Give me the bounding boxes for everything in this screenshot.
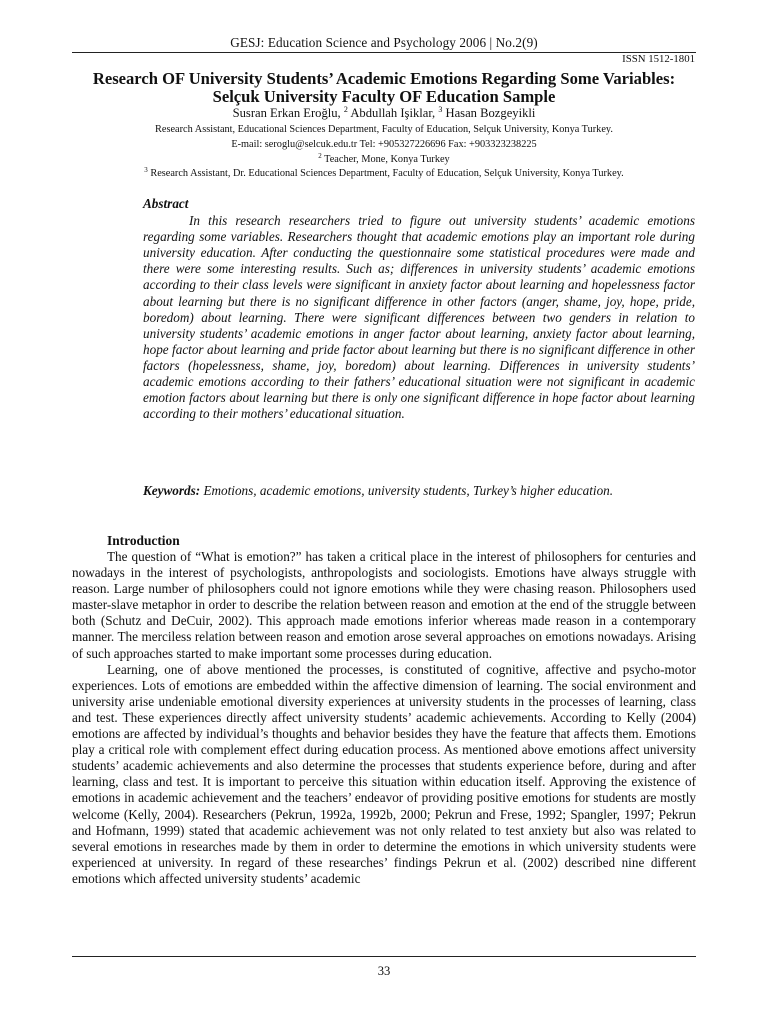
author-2: Abdullah Işiklar, [350,106,436,120]
author-2-marker: 2 [343,105,348,114]
introduction-body [72,549,696,887]
header-rule [72,52,696,53]
author-line [0,105,768,121]
paper-title: Research OF University Students’ Academic Emotions Regarding Some Variables: Selçuk University Faculty OF Education Sample [92,69,676,106]
paragraph: The question of “What is emotion?” has taken a critical place in the interest of philosophers for centuries and nowadays in the interest of psychologists, anthropologists and sociologists. Emotions have always struggle with reason. Large number of philosophers could not ignore emotions while they were chasing reason. Philosophers used master-slave metaphor in order to describe the relation between reason and emotion at the end of the struggle between both (Schutz and DeCuir, 2002). This approach made emotions inferior whereas made reason in a contemporary manner. The merciless relation between reason and emotion arose several approaches on emotions nowadays. Arising of such approaches started to make important some processes during education. [72,549,696,661]
affiliation-2 [0,152,768,165]
paragraph: Learning, one of above mentioned the processes, is constituted of cognitive, affective and psycho-motor experiences. Lots of emotions are embedded within the affective dimension of learning. The social environment and university arise undeniable emotional diversity experiences at university students in the processes of learning, class and test. These experiences directly affect university students’ academic achievements. According to Kelly (2004) emotions are affected by individual’s thoughts and behavior besides they have the feature that affects them. Emotions play a critical role with complement effect during education process. As mentioned above emotions affect university students’ academic achievements and also determine the processes that students experience before, during and after learning, class and test. It is important to perceive this situation within education itself. Approving the existence of emotions in academic achievement and the teachers’ endeavor of providing positive emotions for students are mostly welcome (Kelly, 2004). Researchers (Pekrun, 1992a, 1992b, 2000; Pekrun and Frese, 1992; Spangler, 1997; Pekrun and Hofmann, 1999) stated that academic achievement was not only related to test anxiety but also was related to several emotions in researches made by them in order to determine the emotions in which university students were experienced at university. In regard of these researches’ findings Pekrun et al. (2002) described nine different emotions which affected university students’ academic [72,661,696,886]
keywords-section [143,483,695,500]
footer-rule [72,956,696,957]
author-3: Hasan Bozgeyikli [445,106,536,120]
affiliation-1: Research Assistant, Educational Sciences Department, Faculty of Education, Selçuk University, Konya Turkey. [155,124,613,135]
affiliation-3 [0,166,768,179]
page-number: 33 [377,964,391,978]
keywords-text: Emotions, academic emotions, university students, Turkey’s higher education. [203,483,614,498]
abstract-text: In this research researchers tried to figure out university students’ academic emotions regarding some variables. Researchers thought that academic emotions play an important role during university education. After conducting the questionnaire some statistical procedures were made and there were some interesting results. Such as; differences in university students’ academic emotions according to their class levels were significant in anxiety factor about learning and hopelessness factor about learning but there is no significant difference in other factors (anger, shame, joy, hope, pride, boredom) about learning. There were significant differences between two genders in relation to university students’ academic emotions in anger factor about learning, anxiety factor about learning, hope factor about learning and pride factor about learning but there is no significant difference in other factors (hopelessness, shame, joy, boredom) about learning. Differences in university students’ academic emotions according to their fathers’ educational situation were not significant in academic emotion factors about learning but there is only one significant difference in hope factor about learning according to their mothers’ educational situation. [143,213,695,422]
contact-line: E-mail: seroglu@selcuk.edu.tr Tel: +905327226696 Fax: +903323238225 [231,139,537,150]
affiliation-2-marker: 2 [318,152,322,160]
issn-label: ISSN 1512-1801 [622,53,695,65]
affiliation-3-marker: 3 [144,166,148,174]
abstract-heading: Abstract [143,196,189,211]
running-head: GESJ: Education Science and Psychology 2006 | No.2(9) [230,35,538,50]
author-1: Susran Erkan Eroğlu, [232,106,341,120]
affiliation-2-text: Teacher, Mone, Konya Turkey [324,154,450,165]
author-3-marker: 3 [438,105,443,114]
abstract-section [143,196,695,422]
affiliation-3-text: Research Assistant, Dr. Educational Sciences Department, Faculty of Education, Selçuk University, Konya Turkey. [150,168,624,179]
introduction-heading: Introduction [107,533,180,548]
keywords-label: Keywords: [143,483,201,498]
